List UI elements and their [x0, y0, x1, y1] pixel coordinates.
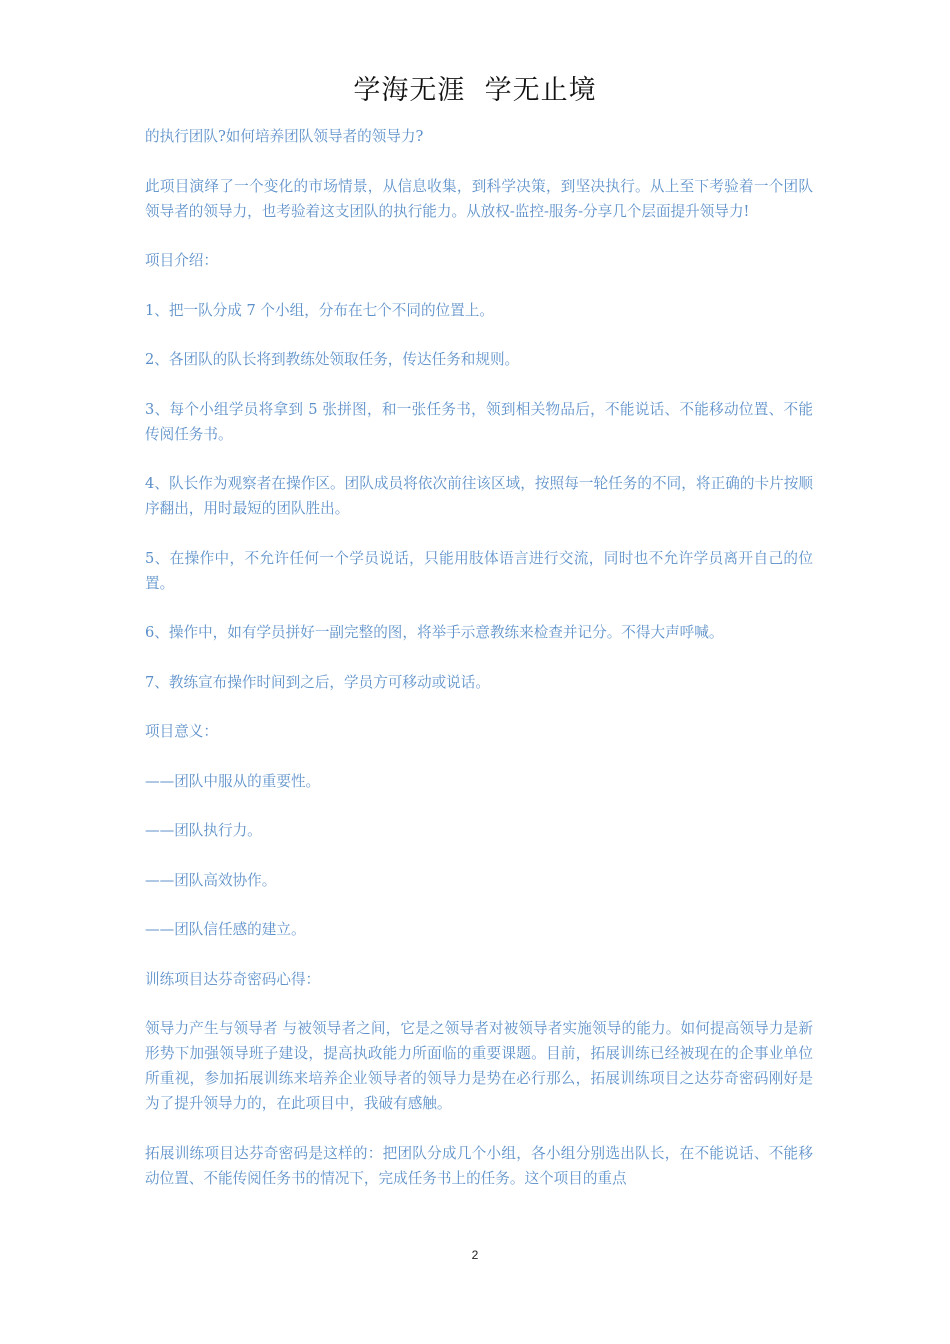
- paragraph: 领导力产生与领导者 与被领导者之间，它是之领导者对被领导者实施领导的能力。如何提高领导力是新形势下加强领导班子建设，提高执政能力所面临的重要课题。目前，拓展训练已经被现在的企事业单位所重视，参加拓展训练来培养企业领导者的领导力是势在必行那么，拓展训练项目之达芬奇密码刚好是为了提升领导力的，在此项目中，我破有感触。: [145, 1020, 813, 1112]
- paragraph: 此项目演绎了一个变化的市场情景，从信息收集，到科学决策，到坚决执行。从上至下考验着一个团队领导者的领导力，也考验着这支团队的执行能力。从放权-监控-服务-分享几个层面提升领导力!: [145, 177, 813, 220]
- list-item: ——团队高效协作。: [145, 871, 277, 889]
- paragraph: 拓展训练项目达芬奇密码是这样的：把团队分成几个小组，各小组分别选出队长，在不能说话、不能移动位置、不能传阅任务书的情况下，完成任务书上的任务。这个项目的重点: [145, 1144, 813, 1187]
- paragraph: 的执行团队?如何培养团队领导者的领导力?: [145, 128, 424, 145]
- list-item: 3、每个小组学员将拿到 5 张拼图，和一张任务书，领到相关物品后，不能说话、不能移动位置、不能传阅任务书。: [145, 400, 813, 443]
- list-item: 7、教练宣布操作时间到之后，学员方可移动或说话。: [145, 673, 490, 691]
- list-item: ——团队执行力。: [145, 822, 262, 839]
- document-body: [145, 124, 813, 1215]
- list-item: 6、操作中，如有学员拼好一副完整的图，将举手示意教练来检查并记分。不得大声呼喊。: [145, 624, 724, 641]
- section-heading: 项目意义：: [145, 723, 218, 740]
- section-heading: 训练项目达芬奇密码心得：: [145, 970, 321, 988]
- list-item: ——团队信任感的建立。: [145, 921, 306, 938]
- list-item: 4、队长作为观察者在操作区。团队成员将依次前往该区域，按照每一轮任务的不同，将正确的卡片按顺序翻出，用时最短的团队胜出。: [145, 475, 813, 517]
- list-item: 5、在操作中，不允许任何一个学员说话，只能用肢体语言进行交流，同时也不允许学员离开自己的位置。: [145, 549, 813, 592]
- page-number: 2: [471, 1248, 479, 1262]
- list-item: 1、把一队分成 7 个小组，分布在七个不同的位置上。: [145, 301, 494, 319]
- list-item: ——团队中服从的重要性。: [145, 772, 321, 790]
- section-heading: 项目介绍：: [145, 252, 218, 269]
- list-item: 2、各团队的队长将到教练处领取任务，传达任务和规则。: [145, 351, 520, 368]
- page-header-title: 学海无涯 学无止境: [353, 75, 597, 106]
